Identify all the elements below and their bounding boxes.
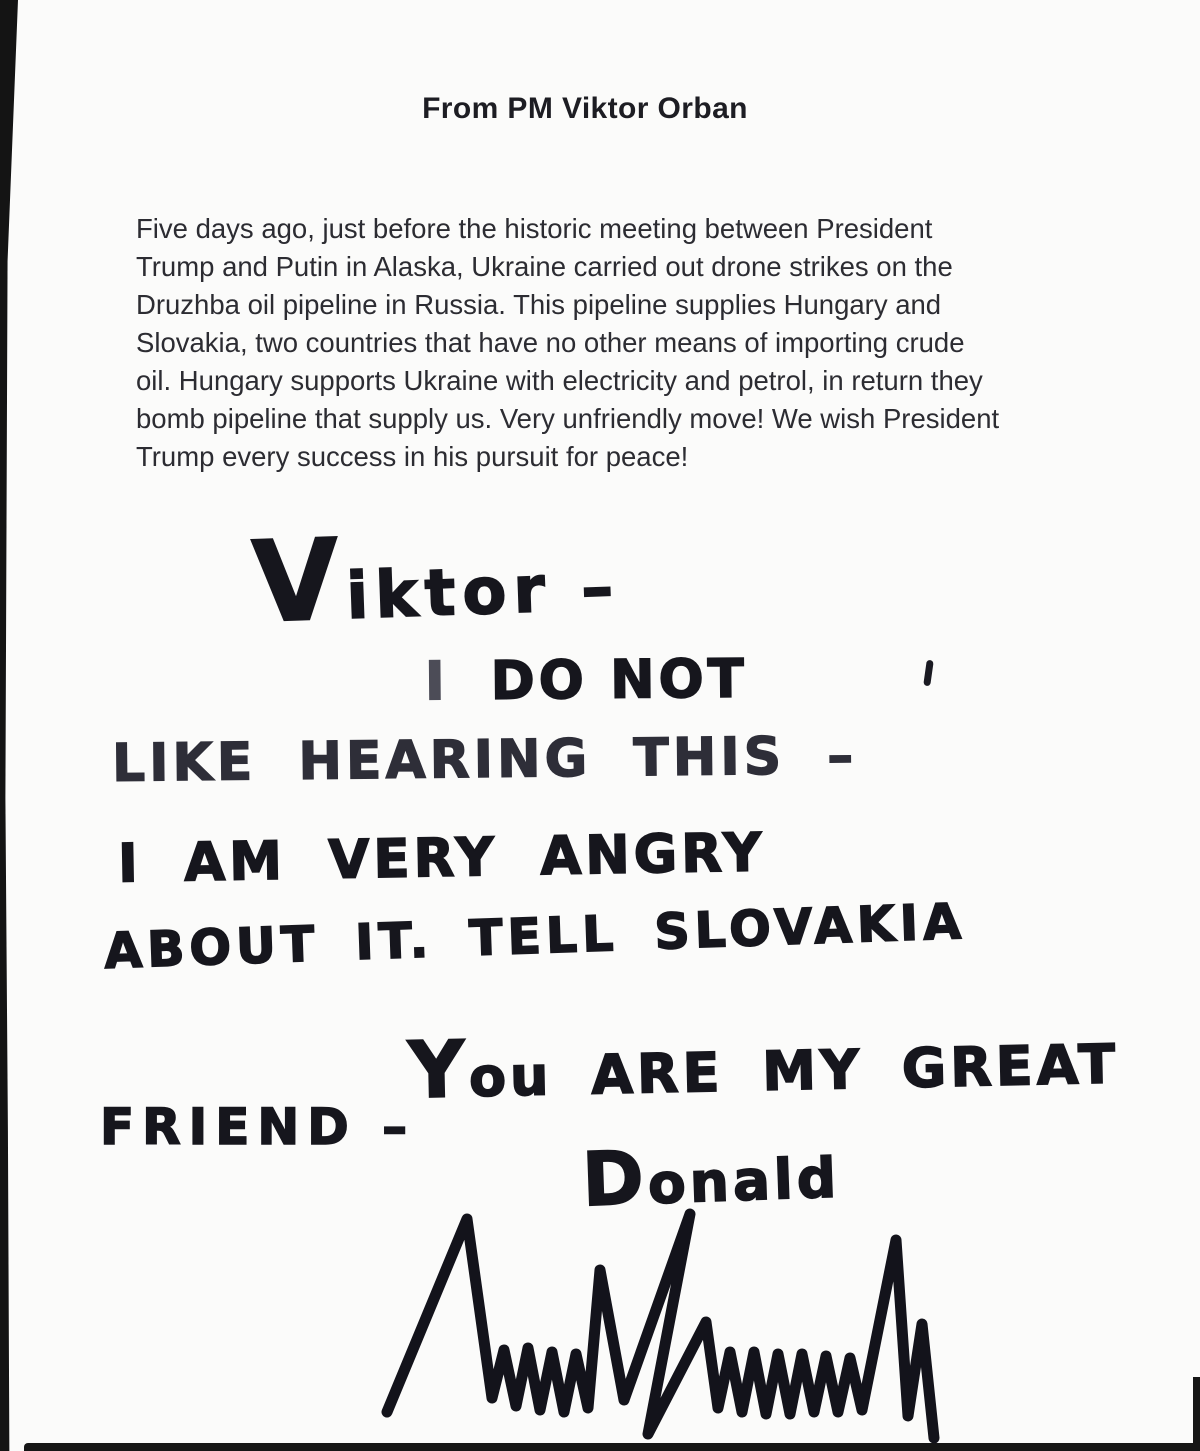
handwritten-line: ABOUT IT. TELL SLOVAKIA xyxy=(103,892,967,981)
stray-marker-tick xyxy=(923,660,934,687)
handwritten-signoff: Donald xyxy=(580,1134,842,1224)
body-line: oil. Hungary supports Ukraine with electricity and petrol, in return they xyxy=(136,365,983,396)
trump-signature xyxy=(372,1202,952,1447)
handwritten-word-i: I xyxy=(424,651,450,713)
body-line: Trump every success in his pursuit for peace! xyxy=(136,441,689,472)
body-line: Five days ago, just before the historic meeting between President xyxy=(136,213,933,244)
handwritten-line xyxy=(425,649,748,713)
letter-body xyxy=(136,210,1096,476)
handwritten-line: LIKE HEARING THIS – xyxy=(111,726,858,794)
body-line: bomb pipeline that supply us. Very unfriendly move! We wish President xyxy=(136,403,1000,434)
handwritten-line: You ARE MY GREAT xyxy=(407,1024,1120,1117)
letter-title: From PM Viktor Orban xyxy=(422,92,748,125)
handwritten-line: FRIEND – xyxy=(100,1098,416,1156)
body-line: Trump and Putin in Alaska, Ukraine carried out drone strikes on the xyxy=(136,251,953,282)
handwritten-word-rest: DO NOT xyxy=(490,648,749,712)
scan-border-left xyxy=(0,0,18,1451)
handwritten-salutation: Viktor – xyxy=(249,515,622,649)
scan-border-right xyxy=(1193,1377,1200,1451)
body-line: Slovakia, two countries that have no other means of importing crude xyxy=(136,327,965,358)
body-line: Druzhba oil pipeline in Russia. This pipeline supplies Hungary and xyxy=(136,289,942,320)
handwritten-line: I AM VERY ANGRY xyxy=(117,822,766,895)
